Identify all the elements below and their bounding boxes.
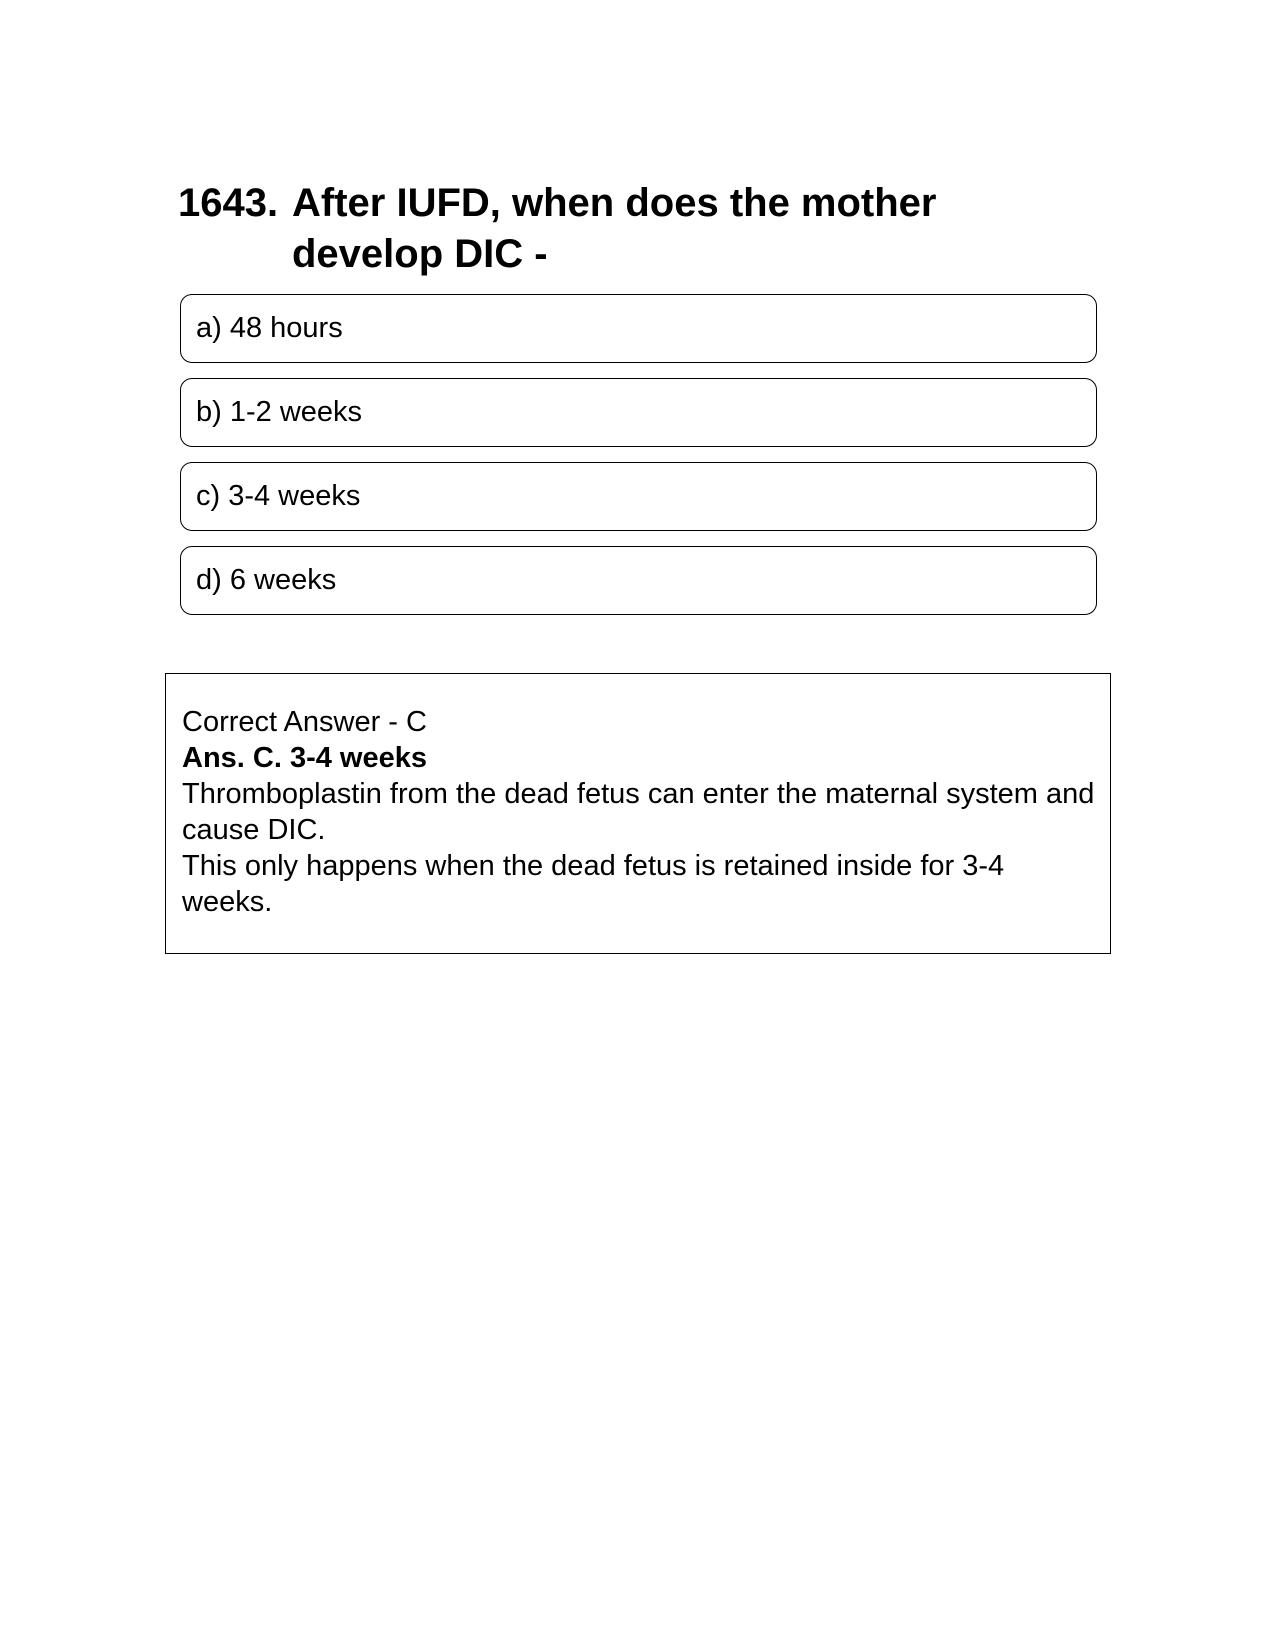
options-list bbox=[180, 294, 1097, 630]
answer-explanation-2: This only happens when the dead fetus is retained inside for 3-4 weeks. bbox=[182, 850, 1005, 918]
answer-box bbox=[165, 673, 1111, 954]
option-a[interactable]: a) 48 hours bbox=[180, 294, 1097, 363]
answer-explanation-1: Thromboplastin from the dead fetus can enter the maternal system and cause DIC. bbox=[182, 778, 1095, 846]
question-heading bbox=[178, 178, 1058, 280]
answer-heading: Ans. C. 3-4 weeks bbox=[182, 742, 427, 774]
option-c[interactable]: c) 3-4 weeks bbox=[180, 462, 1097, 531]
question-text: After IUFD, when does the mother develop DIC - bbox=[292, 181, 937, 276]
option-b[interactable]: b) 1-2 weeks bbox=[180, 378, 1097, 447]
correct-answer-line: Correct Answer - C bbox=[182, 706, 427, 738]
question-number: 1643. bbox=[178, 181, 279, 225]
option-d[interactable]: d) 6 weeks bbox=[180, 546, 1097, 615]
